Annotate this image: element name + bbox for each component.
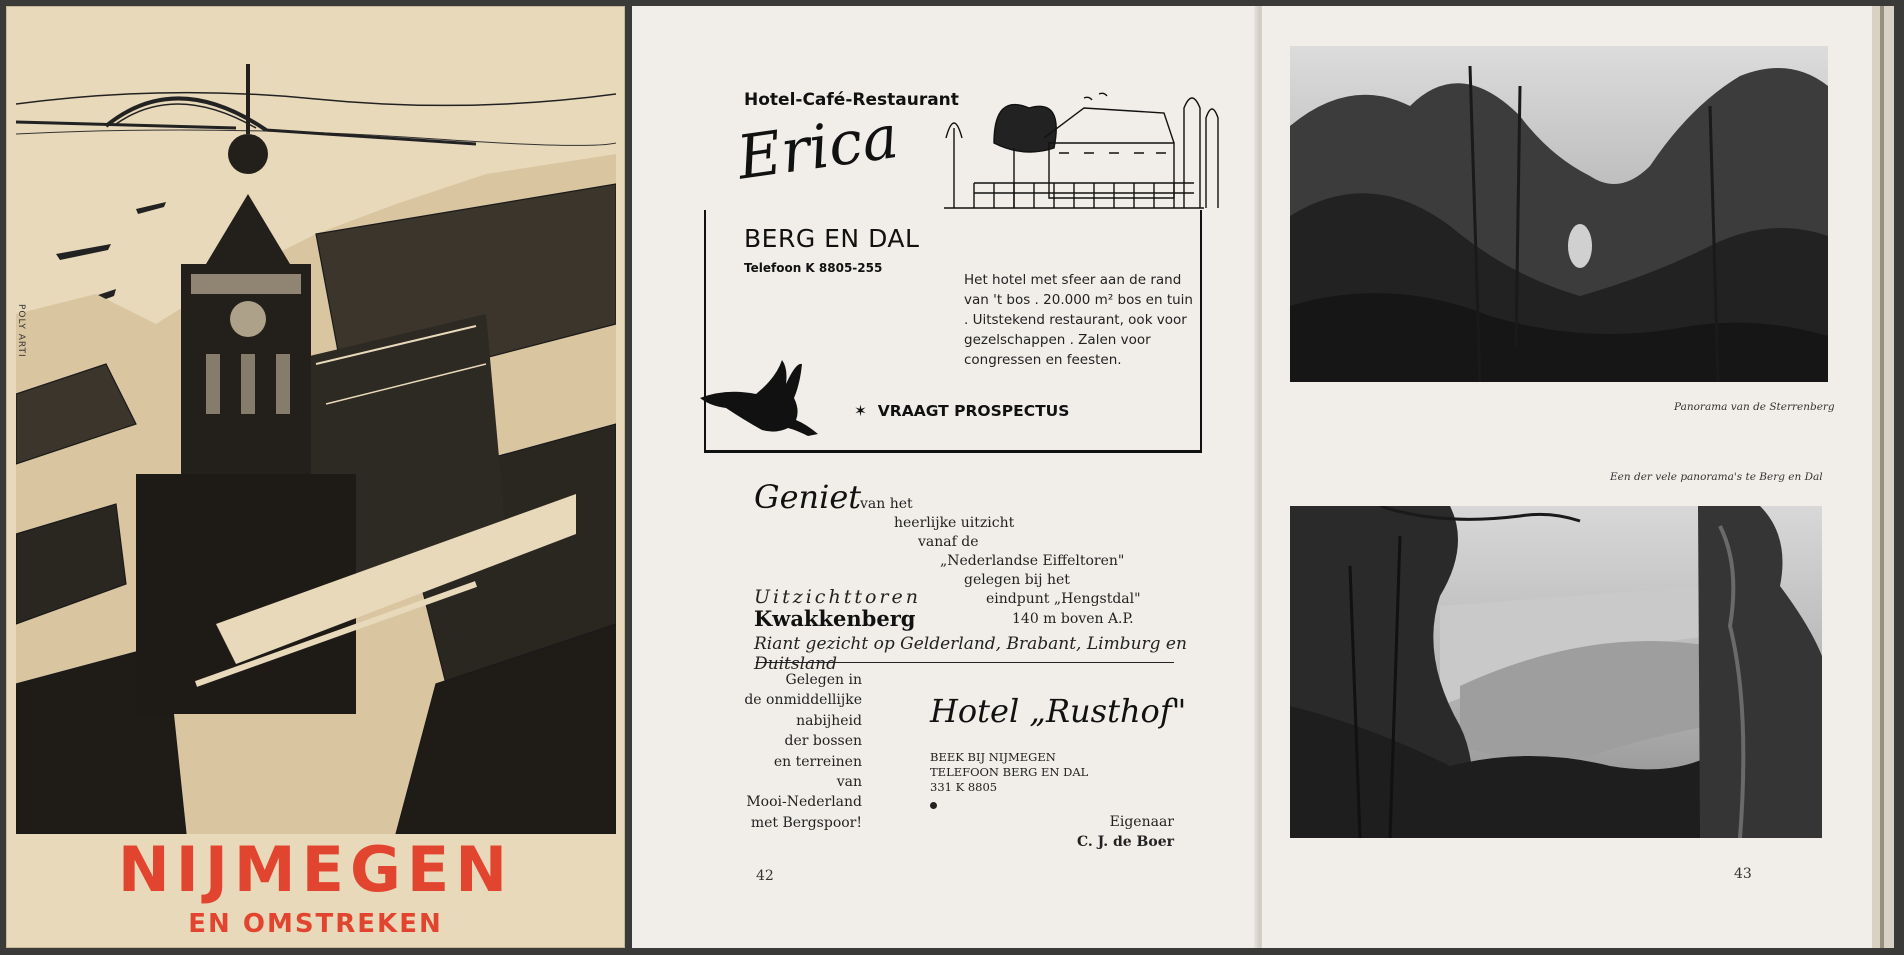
bullet-icon [930,802,937,809]
photo-sterrenberg [1290,46,1828,382]
rusthof-address: BEEK BIJ NIJMEGEN TELEFOON BERG EN DAL 331 K 8805 [930,750,1089,794]
cover-subtitle: EN OMSTREKEN [188,909,443,939]
cover-illustration [16,64,616,834]
tower-line: 140 m boven A.P. [1012,611,1134,627]
erica-heading: Hotel-Café-Restaurant [744,90,959,110]
page-42 [632,6,1260,948]
erica-phone: Telefoon K 8805-255 [744,261,883,275]
caption-bottom: Een der vele panorama's te Berg en Dal [1610,471,1823,483]
rusthof-location-text: Gelegen in de onmiddellijke nabijheid der bossen en terreinen van Mooi-Nederland met Bergspoor! [744,672,862,831]
section-divider [756,662,1174,663]
erica-description: Het hotel met sfeer aan de rand van 't bos . 20.000 m² bos en tuin . Uitstekend restaurant, ook voor gezelschappen . Zalen voor congressen en feesten. [964,272,1193,368]
hare-icon [696,358,826,440]
rusthof-owner: Eigenaar C. J. de Boer [1077,814,1174,850]
photo-berg-en-dal [1290,506,1822,838]
star-icon: ✶ [854,402,867,420]
tower-line: van het [860,496,913,512]
tower-line: eindpunt „Hengstdal" [986,591,1141,607]
page-43 [1262,6,1872,948]
page-number-left: 42 [756,868,774,884]
hotel-drawing [934,88,1224,220]
tower-line: gelegen bij het [964,572,1070,588]
kwakkenberg-title: Kwakkenberg [754,606,916,631]
cover-title: NIJMEGEN [117,833,514,906]
prospectus-cta: ✶ VRAAGT PROSPECTUS [854,402,1070,420]
tower-tagline: Riant gezicht op Gelderland, Brabant, Limburg en Duitsland [754,634,1187,674]
page-number-right: 43 [1734,866,1752,882]
page-edge-shadow [1880,6,1884,948]
caption-top: Panorama van de Sterrenberg [1674,401,1835,413]
tower-line: heerlijke uitzicht [894,515,1015,531]
rusthof-title: Hotel „Rusthof" [930,692,1187,730]
erica-logo: Erica [733,101,903,194]
artist-credit: POLY ARTI [16,304,26,358]
cover-page [6,6,625,948]
geniet-heading: Geniet [754,478,862,516]
erica-place: BERG EN DAL [744,224,920,253]
uitzichttoren-label: Uitzichttoren [754,586,921,608]
tower-line: „Nederlandse Eiffeltoren" [940,553,1125,569]
tower-line: vanaf de [918,534,979,550]
